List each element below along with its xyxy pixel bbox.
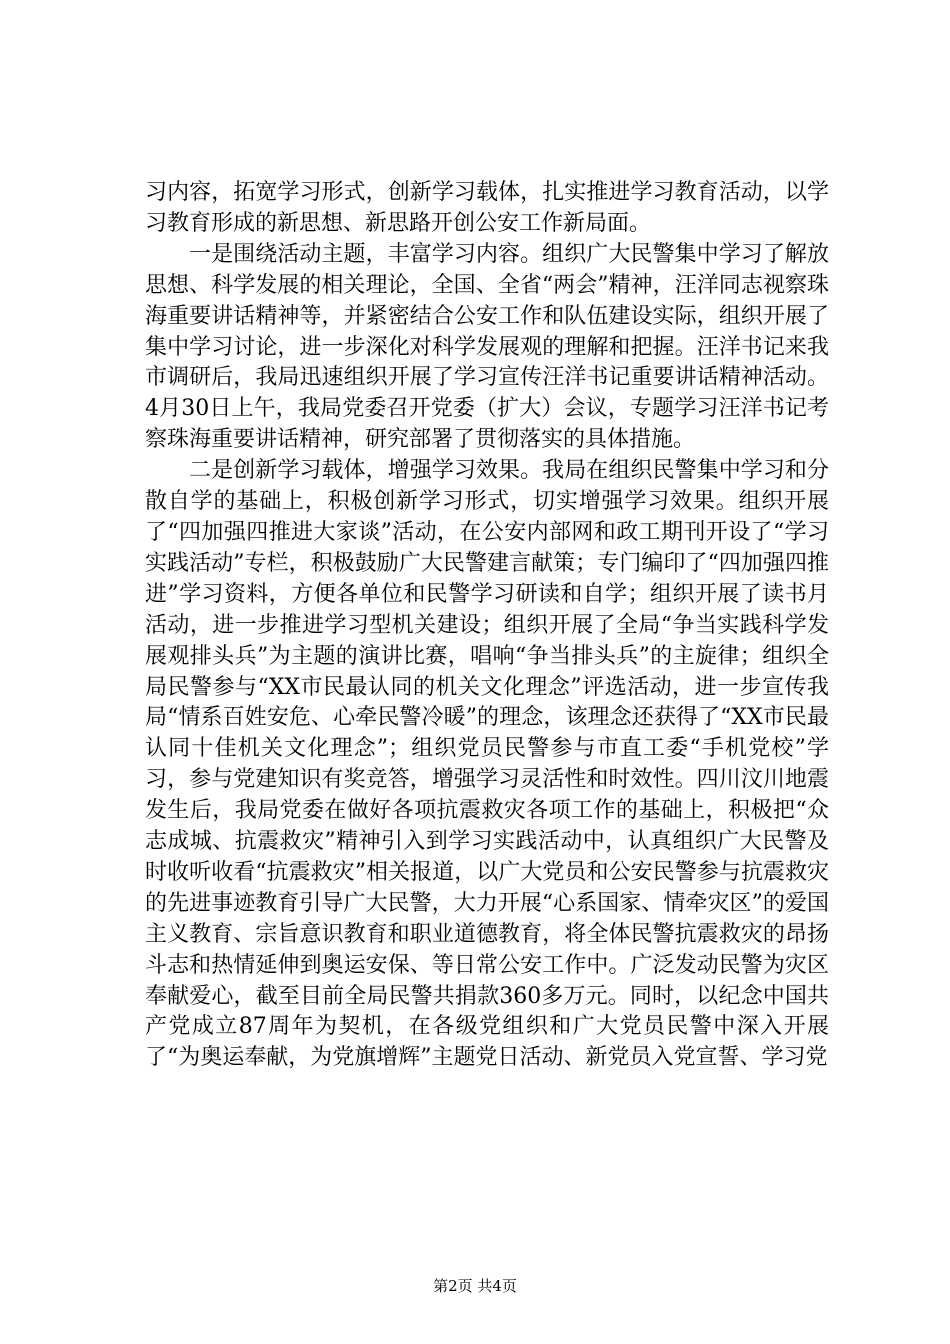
paragraph-study-carrier: 二是创新学习载体，增强学习效果。我局在组织民警集中学习和分散自学的基础上，积极创新学习形式，切实增强学习效果。组织开展了“四加强四推进大家谈”活动，在公安内部网和政工期刊开设了“学习实践活动”专栏，积极鼓励广大民警建言献策；专门编印了“四加强四推进”学习资料，方便各单位和民警学习研读和自学；组织开展了读书月活动，进一步推进学习型机关建设；组织开展了全局“争当实践科学发展观排头兵”为主题的演讲比赛，唱响“争当排头兵”的主旋律；组织全局民警参与“XX市民最认同的机关文化理念”评选活动，进一步宣传我局“情系百姓安危、心牵民警冷暖”的理念，该理念还获得了“XX市民最认同十佳机关文化理念”；组织党员民警参与市直工委“手机党校”学习，参与党建知识有奖竞答，增强学习灵活性和时效性。四川汶川地震发生后，我局党委在做好各项抗震救灾各项工作的基础上，积极把“众志成城、抗震救灾”精神引入到学习实践活动中，认真组织广大民警及时收听收看“抗震救灾”相关报道，以广大党员和公安民警参与抗震救灾的先进事迹教育引导广大民警，大力开展“心系国家、情牵灾区”的爱国主义教育、宗旨意识教育和职业道德教育，将全体民警抗震救灾的昂扬斗志和热情延伸到奥运安保、等日常公安工作中。广泛发动民警为灾区奉献爱心，截至目前全局民警共捐款360多万元。同时，以纪念中国共产党成立87周年为契机，在各级党组织和广大党员民警中深入开展了“为奥运奉献，为党旗增辉”主题党日活动、新党员入党宣誓、学习党: [145, 458, 829, 1071]
page-footer: 第2页 共4页: [433, 1277, 517, 1295]
document-body: [145, 178, 829, 1074]
paragraph-study-content: 一是围绕活动主题，丰富学习内容。组织广大民警集中学习了解放思想、科学发展的相关理论，全国、全省“两会”精神，汪洋同志视察珠海重要讲话精神等，并紧密结合公安工作和队伍建设实际，组织开展了集中学习讨论，进一步深化对科学发展观的理解和把握。汪洋书记来我市调研后，我局迅速组织开展了学习宣传汪洋书记重要讲话精神活动。4月30日上午，我局党委召开党委（扩大）会议，专题学习汪洋书记考察珠海重要讲话精神，研究部署了贯彻落实的具体措施。: [145, 241, 829, 453]
paragraph-continuation: 习内容，拓宽学习形式，创新学习载体，扎实推进学习教育活动，以学习教育形成的新思想、新思路开创公安工作新局面。: [145, 180, 829, 236]
